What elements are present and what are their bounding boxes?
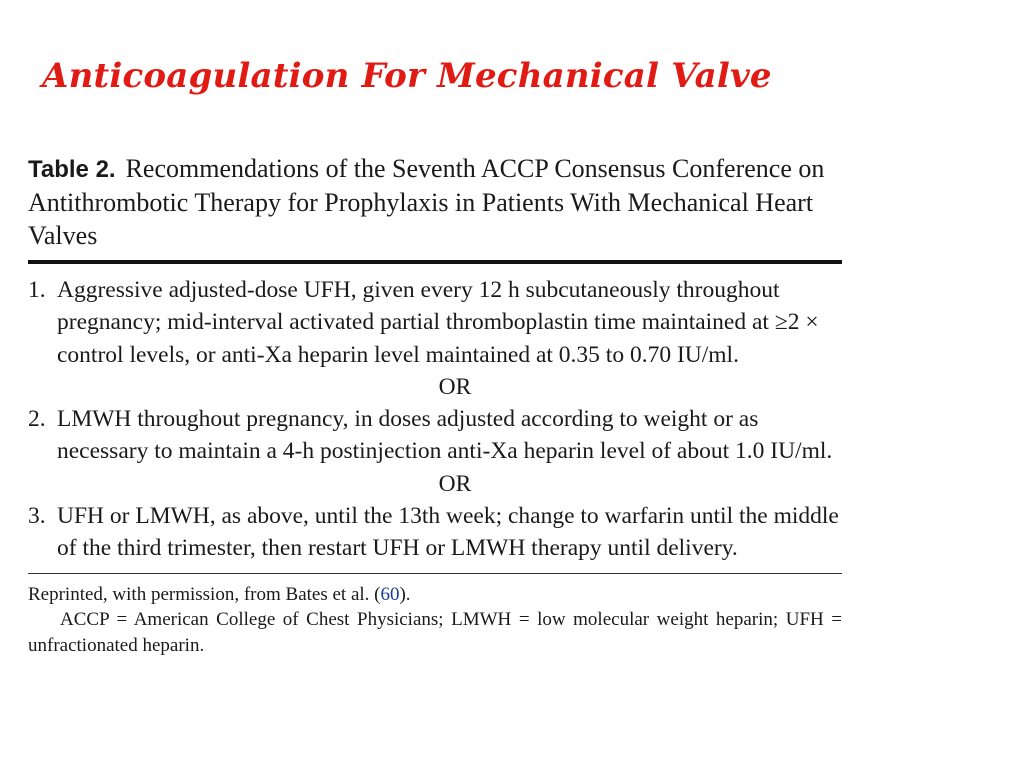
recommendation-item-1 [28,274,842,371]
or-separator: OR [438,470,472,497]
recommendation-number: 3. [28,503,46,530]
slide-title: Anticoagulation For Mechanical Valve [42,56,772,96]
recommendation-text: LMWH throughout pregnancy, in doses adjusted according to weight or as necessary to maintain a 4-h postinjection anti-Xa heparin level of about 1.0 IU/ml. [57,406,833,465]
abbreviations-note: ACCP = American College of Chest Physicians; LMWH = low molecular weight heparin; UFH = unfractionated heparin. [28,609,842,656]
recommendation-item-3 [28,500,842,565]
recommendations-table [28,152,842,658]
recommendation-text: Aggressive adjusted-dose UFH, given every 12 h subcutaneously throughout pregnancy; mid-interval activated partial thromboplastin time maintained at ≥2 × control levels, or anti-Xa heparin level maintained at 0.35 to 0.70 IU/ml. [57,277,819,368]
table-caption-text: Recommendations of the Seventh ACCP Consensus Conference on Antithrombotic Therapy for Prophylaxis in Patients With Mechanical Heart Valves [28,154,825,250]
recommendation-item-2 [28,403,842,468]
table-footnotes [28,574,842,659]
or-separator: OR [438,373,472,400]
table-label: Table 2. [28,156,116,183]
reprint-note [28,582,842,608]
recommendation-number: 2. [28,406,46,433]
reference-link[interactable]: 60 [380,583,400,605]
recommendation-text: UFH or LMWH, as above, until the 13th week; change to warfarin until the middle of the third trimester, then restart UFH or LMWH therapy until delivery. [57,503,839,562]
recommendation-number: 1. [28,277,46,303]
reprint-suffix: ). [399,583,411,605]
recommendation-list [28,264,842,573]
table-caption [28,152,842,260]
reprint-prefix: Reprinted, with permission, from Bates et al. ( [28,583,381,605]
